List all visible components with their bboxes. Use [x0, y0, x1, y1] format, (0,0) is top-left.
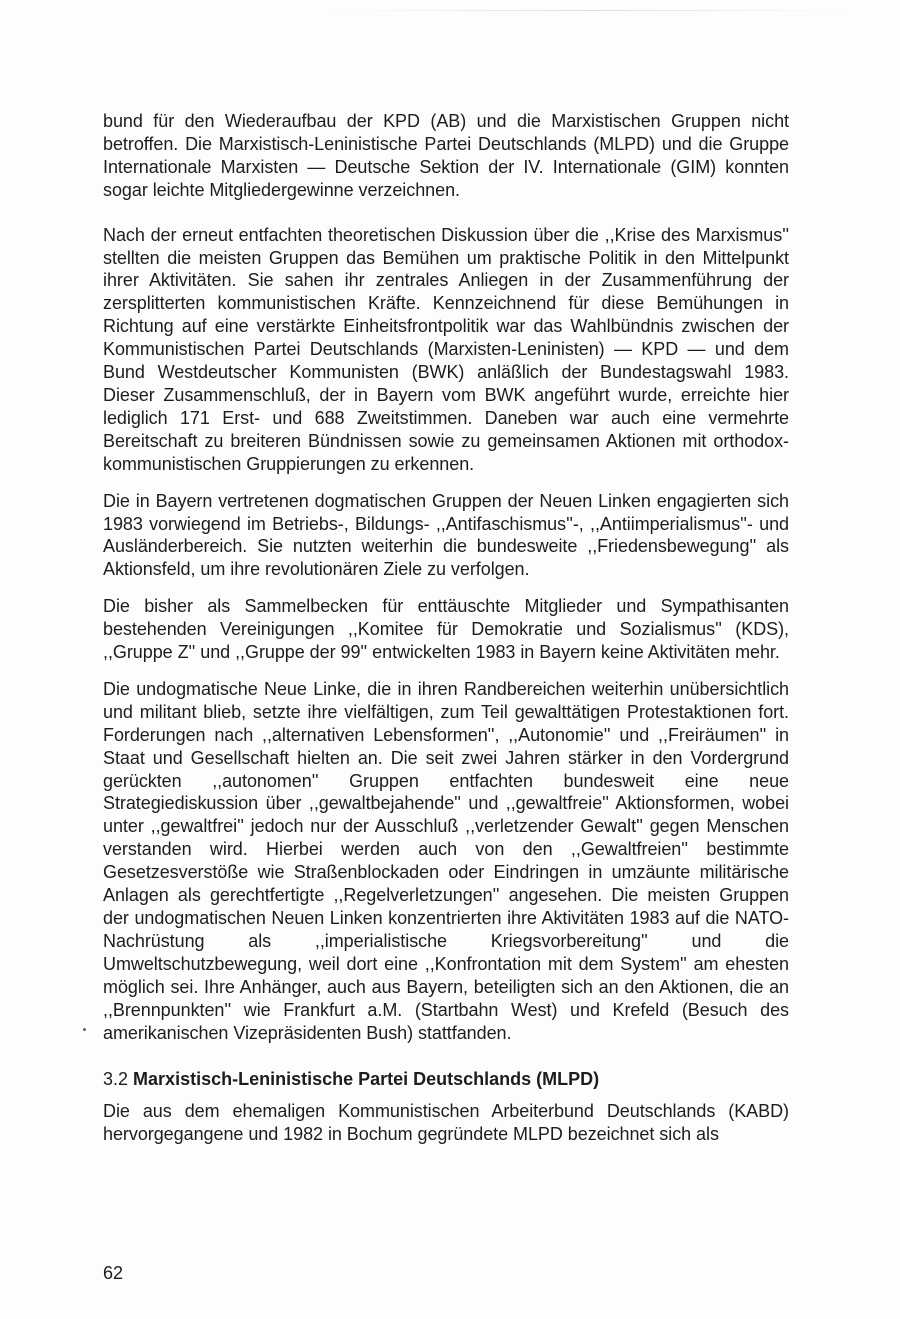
- paragraph-6: Die aus dem ehemaligen Kommunistischen Arbeiterbund Deutschlands (KABD) hervorgegangene und 1982 in Bochum gegründete MLPD bezeichnet sich als: [103, 1101, 789, 1145]
- paragraph-3: Die in Bayern vertretenen dogmatischen Gruppen der Neuen Linken engagierten sich 1983 vorwiegend im Betriebs-, Bildungs- ,,Antifaschismus''-, ,,Antiimperialismus''- und Ausländerbereich. Sie nutzten weiterhin die bundesweite ,,Friedensbewegung'' als Aktionsfeld, um ihre revolutionären Ziele zu verfolgen.: [103, 490, 789, 580]
- margin-mark: [83, 1028, 86, 1031]
- paragraph-5: Die undogmatische Neue Linke, die in ihren Randbereichen weiterhin unübersichtlich und militant blieb, setzte ihre vielfältigen, zum Teil gewalttätigen Protestaktionen fort. Forderungen nach ,,alternativen Lebensformen'', ,,Autonomie'' und ,,Freiräumen'' in Staat und Gesellschaft hielten an. Die seit zwei Jahren stärker in den Vordergrund gerückten ,,autonomen'' Gruppen entfachten bundesweit eine neue Strategiediskussion über ,,gewaltbejahende'' und ,,gewaltfreie'' Aktionsformen, wobei unter ,,gewaltfrei'' jedoch nur der Ausschluß ,,verletzender Gewalt'' gegen Menschen verstanden wird. Hierbei werden auch von den ,,Gewaltfreien'' bestimmte Gesetzesverstöße wie Straßenblockaden oder Eindringen in umzäunte militärische Anlagen als gerechtfertigte ,,Regelverletzungen'' angesehen. Die meisten Gruppen der undogmatischen Neuen Linken konzentrierten ihre Aktivitäten 1983 auf die NATO-Nachrüstung als ,,imperialistische Kriegsvorbereitung'' und die Umweltschutzbewegung, weil dort eine ,,Konfrontation mit dem System'' am ehesten möglich sei. Ihre Anhänger, auch aus Bayern, beteiligten sich an den Aktionen, die an ,,Brennpunkten'' wie Frankfurt a.M. (Startbahn West) und Krefeld (Besuch des amerikanischen Vizepräsidenten Bush) stattfanden.: [103, 678, 789, 1043]
- page-body: [103, 110, 789, 1160]
- section-heading: [103, 1068, 789, 1091]
- page-number: 62: [103, 1263, 124, 1283]
- paragraph-2: Nach der erneut entfachten theoretischen Diskussion über die ,,Krise des Marxismus'' stellten die meisten Gruppen das Bemühen um praktische Politik in den Mittelpunkt ihrer Aktivitäten. Sie sahen ihr zentrales Anliegen in der Zusammenführung der zersplitterten kommunistischen Kräfte. Kennzeichnend für diese Bemühungen in Richtung auf eine verstärkte Einheitsfrontpolitik war das Wahlbündnis zwischen der Kommunistischen Partei Deutschlands (Marxisten-Leninisten) — KPD — und dem Bund Westdeutscher Kommunisten (BWK) anläßlich der Bundestagswahl 1983. Dieser Zusammenschluß, der in Bayern vom BWK angeführt wurde, erreichte hier lediglich 171 Erst- und 688 Zweitstimmen. Daneben war auch eine vermehrte Bereitschaft zu breiteren Bündnissen sowie zu gemeinsamen Aktionen mit orthodox-kommunistischen Gruppierungen zu erkennen.: [103, 224, 789, 474]
- section-title: Marxistisch-Leninistische Partei Deutschlands (MLPD): [133, 1069, 600, 1090]
- section-number: 3.2: [103, 1069, 129, 1090]
- scan-artifact-line: [330, 10, 850, 11]
- paragraph-4: Die bisher als Sammelbecken für enttäuschte Mitglieder und Sympathisanten bestehenden Vereinigungen ,,Komitee für Demokratie und Sozialismus'' (KDS), ,,Gruppe Z'' und ,,Gruppe der 99'' entwickelten 1983 in Bayern keine Aktivitäten mehr.: [103, 596, 789, 663]
- paragraph-1: bund für den Wiederaufbau der KPD (AB) und die Marxistischen Gruppen nicht betroffen. Die Marxistisch-Leninistische Partei Deutschlands (MLPD) und die Gruppe Internationale Marxisten — Deutsche Sektion der IV. Internationale (GIM) konnten sogar leichte Mitgliedergewinne verzeichnen.: [103, 111, 789, 200]
